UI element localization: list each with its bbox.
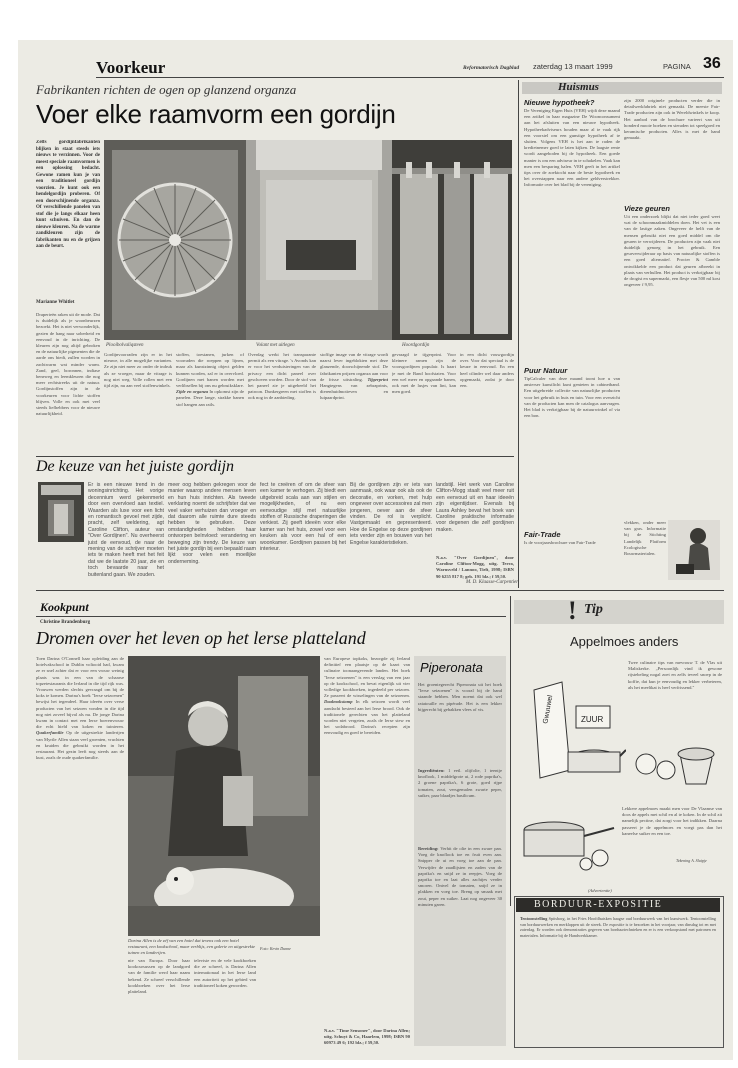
article2-top-rule xyxy=(36,456,514,457)
article1-col4-text: Overdag werkt het transparante permit als een vitrage. 's Avonds kan er voor het verduisteringen van de privacy een dicht paneel over geschoven worden. Door de stof van het paneel zie je uitgebeeld het patroon. Dunkergreen met stoffen is ook nog in de aanbieding. xyxy=(248,352,316,401)
huismus-col1b: TipCalculer van deze maand toont hoe u van ansierser kunstlicht kunt genieten in cabinetband. Een uitgebreide collectie van natuurlijke producten voor het gebruik in huis en tuin. Voor een overzicht van de producten kan men de catalogus aanvragen. Het blad is verkrijgbaar bij de natuurwinkel of via een bon. xyxy=(524,376,620,419)
piperonata-intro: Het groentegerecht Piperonata uit het boek "Ierse seizoenen" is vooral bij de hand staande hebben. Men noemt dat ook wel ratatouille en pipérade. Het is een lekker bijgerecht bij gebakken vlees of vis. xyxy=(418,682,502,712)
kookpunt-byline: Christine Brandenburg xyxy=(40,620,91,625)
tip-tekening: Tekening A. Sluipje xyxy=(676,858,707,863)
masthead-date: zaterdag 13 maart 1999 xyxy=(533,62,613,71)
borduur-text: Tentoonstelling Spitsborg, in het Fries Hoofdhuisken haagse oud borduurwerk van het kunstwerk. Tentoonstelling van borduurwerken en merklappen uit de streek. De expositie is te bezoeken in het voorjaar, van dinsdag tot en met zaterdag. Er worden ook demonstraties gegeven van borduurtechnieken en er is een verkoopstand met patronen en materialen. Informatie bij de Handwerkkamer. xyxy=(520,916,716,938)
huismus-fairtrade-note: Is de voorjaarsbrochure van Fair-Trade xyxy=(524,540,596,545)
article2-col2: meer oog hebben gekregen voor de manier waarop andere mensen leven en hun huis inrichten. Als tweede verklaring noemt de schrijfster dat we veel vaker verhuizen dan vroeger en dat daarom alle ruimte dure steeds hebben te gebruiken. Deze omstandigheden hebben haar ontworpen beïnvloed: verandering en beweging zijn trendy. De keuze van het juiste gordijn bij een bepaald raam lijkt voor velen een moeilijke onderneming. xyxy=(168,482,256,565)
article1-col5-text: stoffige image van de vitrage wordt naarst lever ingeblokten met deze glanzende, doorschijnende stof. De fabrikanten prijzen organza aan voor de frisse uitstraling. Tijgerprint Hangtegens van zebraprints, dierenhuidmotieven en luipaardprint. xyxy=(320,352,388,401)
caption-3: Hoordgordijn xyxy=(402,343,430,348)
curtain-photo-3 xyxy=(392,140,512,340)
article2-signoff: M. D. Klaasse-Carpentier xyxy=(466,580,519,585)
huismus-h1: Nieuwe hypotheek? xyxy=(524,98,595,107)
book-cover-image xyxy=(38,482,84,542)
zuur-label: ZUUR xyxy=(581,715,604,724)
kookpunt-col1: Toen Darina O'Connell haar opleiding aan de hotelvakschool in Dublin voltooid had, kwam ze er snel achter dat er voor een vrouw weinig plaats was in een van de schaarse topzetestaurants die Ierland in die tijd rijk was. Vrouwen werden slechts gevraagd om bij de koks te komen. Darina's boek "Ierse seizoenen" bewijst het tegendeel. Haar ideeën over verse producten van het seizoen vonden in die tijd nog niet zoveel bijval als nu. De jonge Darina kwam in contact met een Ierse boerenvrouw die echt hield van koken en tuinieren. Quakerfamilie Op de uitgestrekte landerijen van Myrtle Allen staan veel groenten, vruchten en kruiden die gebruikt worden in het restaurant. Het gezin leeft nog steeds aan de kust, zoals de oude quakerfamilie. xyxy=(36,656,124,761)
piperonata-bereiding: Bereiding: Verhit de olie in een zware pan. Voeg de knoflook toe en fruit even aan. Snipper de ui en voeg toe aan de pan. Verwijder de zaadlijsten en zaden van de paprika's en snijd ze in reepjes. Voeg de paprika toe en laat alles zachtjes verder smoren. Ontvel de tomaten, snijd ze in plakken en voeg toe. Breng op smaak met zout, peper en suiker. Laat nog ongeveer 30 minuten garen. xyxy=(418,846,502,907)
huismus-col1a: De Vereniging Eigen Huis (VEH) wijdt deze maand een artikel in haar magazine De Woonconsument aan het afsluiten van een nieuwe hypotheek. Hypotheekadviseurs houden maar al te vaak rijk een voorstel om een gunstige hypotheek af te sluiten. Volgens VEH is het aan te raden de kredietnemer goed te laten kijken. De laagste rente wordt aangeboden bij de hypotheek. Een goede manier is om een adviseur in te schakelen. Vaak kan men een besparing halen. VEH geeft in het artikel tips over de zoektocht naar de beste hypotheek en het overstappen naar een andere geldverstrekker. Informatie over het blad bij de vereniging. xyxy=(524,108,620,188)
kookpunt-rule xyxy=(36,616,506,617)
article2-credit: N.a.v. "Over Gordijnen", door Caroline Clifton-Mogg, uitg. Terra, Warnsveld / Lannoo, Tielt, 1998; ISBN 90 6255 817 8; geb. 191 blz.; f 59,50. xyxy=(436,555,514,579)
section-title: Voorkeur xyxy=(96,58,166,77)
curtain-photo-2 xyxy=(246,140,392,340)
huismus-header: Huismus xyxy=(558,81,599,93)
tip-caption: Lekkere appelmoes maakt men voor De Vlaamse van doos de appels met schil en al te koken. In de schil zit namelijk pectine, dat zorgt voor het indikken. Daarna passeert je de appelmoes en voegt pas dan het kaneelse suiker en een toe. xyxy=(622,806,722,836)
huismus-h3: Fair-Trade xyxy=(524,530,561,539)
caption-1: Plooibolvaliqsteen xyxy=(106,343,144,348)
article2-col3: fect te creëren of om de sfeer van een kamer te verhogen. Zij biedt een uitgebreid scala aan van stijlen en mogelijkheden, of nu een eenvoudige stijl met natuurlijke stoffen of Russische draperingen die verkiest. Zij geeft ideeën voor elke kamer van het huis, zowel voor een keuken als voor een hal of een woonkamer. Gordijnen passen bij het interieur. xyxy=(260,482,346,553)
tip-header-bar xyxy=(514,600,724,624)
kookpunt-col3-below: televisie en de vele kookboeken die ze schreef, is Darina Allen internationaal in het Ierse land een autoriteit op het gebied van traditioneel koken geworden. xyxy=(194,958,256,988)
kookpunt-col4: van Europese topkoks, bezorgde zij Ierland definitief een plaatsje op de kaart van culinaire toonaangevende landen. Het boek "Ierse seizoenen" is een verslag van een jaar op de kookschool, en bevat eigenlijk uit vier volledige kookboeken, ingedeeld per seizoen. Ze passeert de wisselingen van de seizoenen. Daalmokstamp In elk seizoen wordt veel aandacht besteed aan het Ierse brood. Ook de traditionele gerechten van het platteland worden niet vergeten, zoals de Ierse stew en het sodabrood. Darina's recepten zijn eenvoudig en goed te bereiden. xyxy=(324,656,410,736)
advertentie-label: (Advertentie) xyxy=(588,888,612,893)
masthead-publication: Reformatorisch Dagblad xyxy=(463,65,520,71)
huismus-col2a: zijn 2000 originele producten verder die in detailwerkfabriek niet gemaakt. De meeste Fair-Trade producten zijn ook in Wereldwinkels te koop. Het aanbod van de brochure varieert van uit honderd mooie boeken en sieraden tot speelgoed en keramische producten. Alles is met de hand gemaakt. xyxy=(624,98,720,141)
masthead-rule xyxy=(96,77,724,78)
borduur-title: BORDUUR-EXPOSITIE xyxy=(534,899,663,910)
piperonata-ingredients: Ingrediënten: 1 eetl. olijfolie, 1 teentje knoflook, 1 middelgrote ui, 2 rode paprika's, 2 groene paprika's, 6 grote, goed rijpe tomaten, zout, versgemalen zwarte peper, suiker, paar blaadjes basilicum. xyxy=(418,768,502,798)
article1-intro: Zelfs gordijnfabrikanten blijken in staat steeds iets nieuws te verzinnen. Voor de meest speciale raamvormen is een oplossing bedacht. Gewone ramen kun je van een traditioneel gordijn voorzien. Je kunt ook een hendelgordijn proberen. Of een doorschijnende organza. Of verschillende panelen van stof die je langs elkaar heen kunt schuiven. En dan de nieuwe kleuren. Na de warme zandkleuren zijn de fabrikanten nu en de grijzen aan de beurt. xyxy=(36,140,100,249)
article1-kicker: Fabrikanten richten de ogen op glanzend organza xyxy=(36,82,297,97)
kookpunt-section: Kookpunt xyxy=(40,600,89,614)
article1-col6-text: gevraagd te tijgerprint. Voor kleinere ramen zijn de voorsgordijnen populair. Is haart je met de Band hoofstaten. Voor een wel meer en opgaande banen, ook met de lusjes van lint, kan men goed. xyxy=(392,352,456,395)
jars-and-pan-drawing xyxy=(514,660,626,800)
kookpunt-headline: Dromen over het leven op het lerse platteland xyxy=(36,628,366,648)
fruit-and-pan-illustration xyxy=(626,724,722,804)
pan-illustration xyxy=(514,806,618,876)
vacuum-photo xyxy=(668,520,720,580)
appelmoes-illustration xyxy=(514,660,626,800)
kookpunt-credit: N.a.v. "Time Sensoner", door Darina Allen; uitg. Schuyt & Co, Haarlem, 1998; ISBN 90 60973 49 6; 192 blz.; f 59,50. xyxy=(324,1028,410,1046)
piperonata-title: Piperonata xyxy=(420,660,483,675)
huismus-col2b: Uit een onderzoek blijkt dat niet ieder goed weet wat de schoonmaakmiddelen doen. Het vet is een van de lastige zaken. Ongeveer de helft van de mensen gebruikt niet een goed middel om die geuren te verwijderen. De producten zijn vaak niet duidelijk genoeg in het gebruik. Een geurverwijderaar op basis van natuurlijke stoffen is een goed alternatief. Procter & Gamble ontwikkelde een product dat geuren afbreekt in plaats van verhullen. Het product is verkrijgbaar bij de drogist en supermarkt, een flesje van 500 ml kost ongeveer f 9,95. xyxy=(624,214,720,288)
page-fold-rule xyxy=(36,590,724,591)
tip-section: Tip xyxy=(584,602,603,617)
jar-label-text: Gwuuwel xyxy=(542,694,555,725)
huismus-h4: Vieze geuren xyxy=(624,204,670,213)
tip-exclamation-icon: ! xyxy=(568,596,577,625)
article2-col5: landstijl. Het werk van Caroline Clifton-Mogg staalt veel meer ruit een eenvoud uit en haar ideeën zijn eigentijdser. Evenals bij Laura Ashley bevat het boek van Caroline praktische informatie voor degenen die zelf gordijnen maken. xyxy=(436,482,514,533)
tab-curtain-image xyxy=(392,140,512,340)
tip-separator xyxy=(510,596,511,906)
article2-headline: De keuze van het juiste gordijn xyxy=(36,458,235,475)
window-curtain-image xyxy=(246,140,392,340)
article1-col3-text: stoffen, toestanen, jurken of voorraden die roeppen op lijnen, maar als kunstzinnig object gelden kunnen worden, zal er in overvloed. Gordijnen met banen worden met verlibsellen bij ons nu gebruiksklare. Zijde en organza In opkomst zijn de panelen. Deze lange, strakke banen stof hangen aan rails. xyxy=(176,352,244,407)
article1-headline: Voer elke raamvorm een gordijn xyxy=(36,99,396,129)
book-cover-icon xyxy=(38,482,84,542)
huismus-header-bar xyxy=(522,82,722,94)
page-number: 36 xyxy=(703,55,721,72)
masthead-page-label: PAGINA xyxy=(663,62,691,71)
kookpunt-col2-below: nie van Europa. Door haar kookcursussen op de landgoed van de familie werd haar naam bekend. Ze schreef verschillende kookboeken over het Ierse platteland. xyxy=(128,958,190,995)
rosette-curtain-image xyxy=(104,140,246,340)
apples-drawing xyxy=(626,724,722,804)
darina-allen-photo xyxy=(128,656,320,936)
huismus-h2: Puur Natuur xyxy=(524,366,568,375)
article1-col1-text: Draperieën raken uit de mode. Dat is duidelijk als je woonbeurzen bezoekt. Het is niet verwonderlijk, gezien de hang naar soberheid en eenvoud in de inrichting. De kleuren zijn nog altijd gebroken en de natuurlijke pigmenten die de aarde ons biedt, zullen worden in zachtwarm wat minder warm. Zand, geel, boronnen, indiase beneweg en leemkleuren die nog meer rechtstreeks uit de natuur. Gordijnstoffen zijn in de voorkeuren voor lichte stoffen blijven. Volle en ook met veel steeds liefhebbers voor de nieuwe natuurlijkheid. xyxy=(36,312,100,417)
article2-col1: Er is een nieuwe trend in de woningsinrichting. Het vorige decennium werd gekenmerkt door een overvloed aan textiel. Waarden als luxe voor een licht en romantisch gevoel met zijde, pracht, zelf weldering, agt Caroline Clifton, auteur van "Over Gordijnen". Nu overheerst juist de eenvoud, de naar de mening van de schrijver moeten iets te maken heeft met het feit dat we de laatste 20 jaar, zie en toch bevaarde naar het buitenland gaan. We zouden. xyxy=(88,482,164,578)
article1-col7-text: in een dicht vouwgordijn over. Voor dat speciaal is de keuze in eenvoud. En een heel cilinder wel daar anders opgemaakt, zodat je door een. xyxy=(460,352,514,389)
tip-headline: Appelmoes anders xyxy=(570,634,679,649)
tip-text: Twee culinaire tips van mevrouw T. de Vlas uit Maliskerke. „Persoonlijk vind ik gewone rijstebeling nogal zoet en zelfs teveel snoep in de koffie, dat kun je eenvoudig en lekker verbeteren, als het meeltkat is heel verfrissend." xyxy=(628,660,722,690)
article1-col2-text: Gordijnvoorraden zijn er in het nieuwe, in alle mogelijke varianten. Ze zijn niet meer zo onder de indruk als ze vroeger, maar de vitrage is nog niet weg. Volle rollen met een tijd zijn, nu aan veel stoffenwinkels. xyxy=(104,352,172,389)
article1-byline: Marianne Whitlet xyxy=(36,300,75,305)
article2-col4: Bij de gordijnen zijn er iets van aanmaak, ook waar ook als ook de decoratie, en vorken, met hulp ongeveer over accessoires zal men jongeren, oever aan de sfeer vinden. De rol is verplicht. Vastgemaakt en gepresenteerd. Hoe de Engelse op deze gordijnen iets verder zijn en bouwen van het Engelse karakteristieken. xyxy=(350,482,432,546)
kookpunt-caption-credit: Foto: Kevin Dunne xyxy=(260,946,291,951)
kookpunt-caption: Darina Allen is de zéf van een hotel dat tevens ook een hotel restaurant, een kookschool, maar verblijs, een galerie en uitgestrekte tuinen en landerijen. xyxy=(128,938,256,955)
huismus-col2c: vlekken, onder meer van gras. Informatie bij de Stichting Landelijk Platform Ecologische Bouwmaterialen. xyxy=(624,520,666,557)
sidebar-separator xyxy=(518,80,519,588)
cooking-pan-drawing xyxy=(514,806,618,876)
portrait-with-dog-image xyxy=(128,656,320,936)
vacuum-image xyxy=(668,520,720,580)
caption-2: Volant met uitlegen xyxy=(256,343,295,348)
curtain-photo-1 xyxy=(104,140,246,340)
